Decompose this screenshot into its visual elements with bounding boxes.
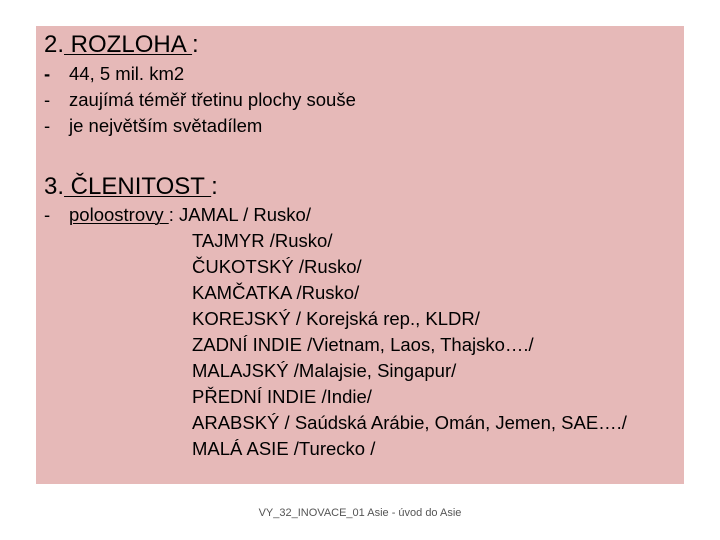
heading-area-number: 2. [44, 31, 65, 58]
area-bullet-text: zaujímá téměř třetinu plochy souše [69, 89, 356, 110]
peninsula-item: ARABSKÝ / Saúdská Arábie, Omán, Jemen, SAE…./ [192, 412, 627, 433]
heading-coast [44, 173, 218, 201]
area-bullet-text: je největším světadílem [69, 115, 263, 136]
area-bullet-2 [44, 89, 356, 111]
peninsula-item-first: : JAMAL / Rusko/ [168, 204, 311, 225]
peninsula-item: ČUKOTSKÝ /Rusko/ [192, 256, 362, 277]
peninsula-item: TAJMYR /Rusko/ [192, 230, 333, 251]
peninsulas-bullet [44, 204, 311, 226]
content-panel [36, 26, 684, 484]
heading-coast-colon: : [211, 173, 218, 200]
heading-area-colon: : [192, 31, 199, 58]
peninsula-item: MALÁ ASIE /Turecko / [192, 438, 376, 459]
peninsula-item: PŘEDNÍ INDIE /Indie/ [192, 386, 372, 407]
heading-area [44, 31, 199, 59]
footer-caption: VY_32_INOVACE_01 Asie - úvod do Asie [258, 507, 462, 519]
heading-area-title: ROZLOHA [64, 31, 193, 58]
heading-coast-title: ČLENITOST [64, 173, 212, 200]
bullet-dash: - [44, 63, 51, 84]
peninsula-item: MALAJSKÝ /Malajsie, Singapur/ [192, 360, 457, 381]
peninsula-item: KAMČATKA /Rusko/ [192, 282, 360, 303]
heading-coast-number: 3. [44, 173, 65, 200]
bullet-dash: - [44, 115, 51, 136]
area-bullet-text: 44, 5 mil. km2 [69, 63, 185, 84]
peninsula-item: KOREJSKÝ / Korejská rep., KLDR/ [192, 308, 480, 329]
area-bullet-1 [44, 63, 184, 85]
bullet-dash: - [44, 89, 51, 110]
bullet-dash: - [44, 204, 51, 225]
peninsula-item: ZADNÍ INDIE /Vietnam, Laos, Thajsko…./ [192, 334, 534, 355]
peninsulas-label: poloostrovy [69, 204, 169, 225]
area-bullet-3 [44, 115, 262, 137]
